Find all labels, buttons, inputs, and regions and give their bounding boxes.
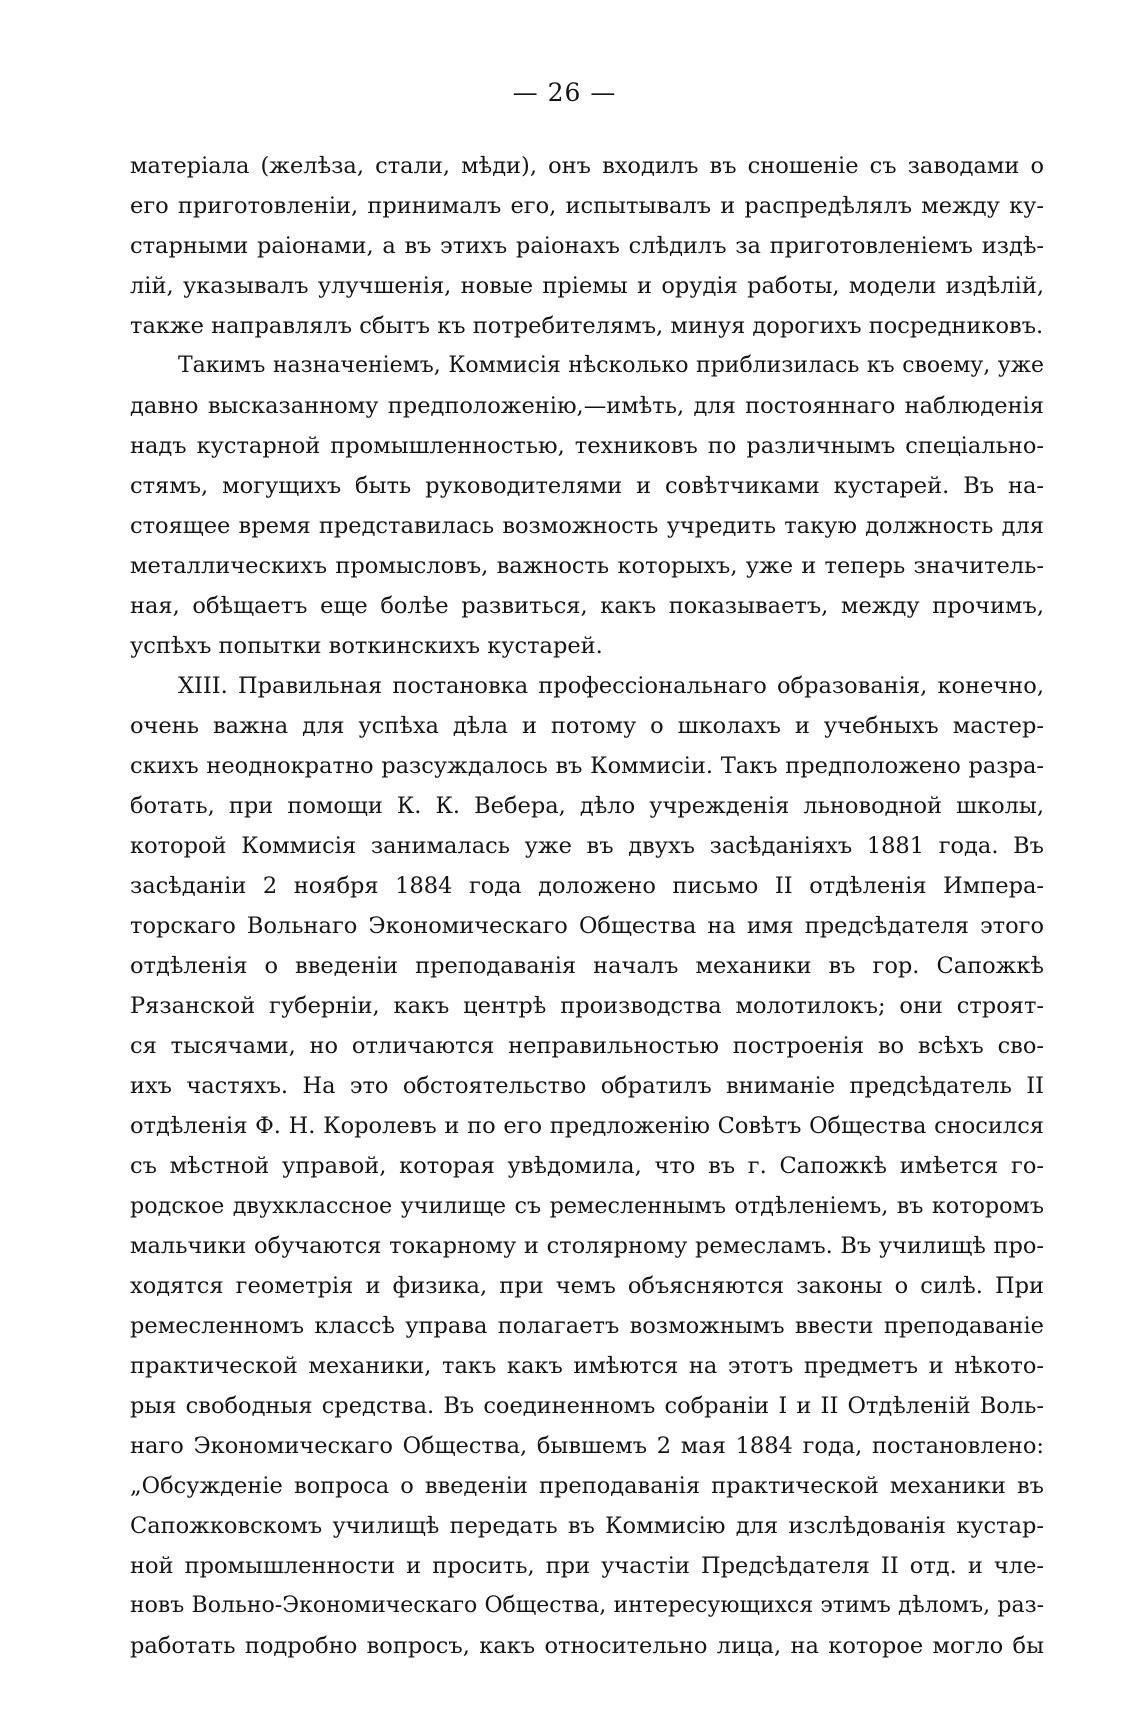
text-line: ходятся геометрія и физика, при чемъ объясняются законы о силѣ. При [130, 1273, 1044, 1299]
text-line: которой Коммисія занималась уже въ двухъ засѣданіяхъ 1881 года. Въ [130, 833, 1044, 859]
text-line: мальчики обучаются токарному и столярному ремесламъ. Въ училищѣ про- [130, 1233, 1044, 1259]
text-line: съ мѣстной управой, которая увѣдомила, что въ г. Сапожкѣ имѣется го- [130, 1153, 1044, 1179]
text-line: „Обсужденіе вопроса о введеніи преподаванія практической механики въ [130, 1473, 1044, 1499]
text-line: ремесленномъ классѣ управа полагаетъ возможнымъ ввести преподаваніе [130, 1313, 1044, 1339]
text-line: Рязанской губерніи, какъ центрѣ производства молотилокъ; они строят- [130, 993, 1044, 1019]
text-line: работать подробно вопросъ, какъ относительно лица, на которое могло бы [130, 1633, 1044, 1659]
text-line: наго Экономическаго Общества, бывшемъ 2 мая 1884 года, постановлено: [130, 1433, 1044, 1459]
text-line: металлическихъ промысловъ, важность которыхъ, уже и теперь значитель- [130, 553, 1044, 579]
text-line: засѣданіи 2 ноября 1884 года доложено письмо II отдѣленія Импера- [130, 873, 1044, 899]
text-line: давно высказанному предположенію,—имѣть, для постояннаго наблюденія [130, 393, 1044, 419]
text-line: скихъ неоднократно разсуждалось въ Коммисіи. Такъ предположено разра- [130, 753, 1044, 779]
text-line: рыя свободныя средства. Въ соединенномъ собраніи I и II Отдѣленій Воль- [130, 1393, 1044, 1419]
text-line: успѣхъ попытки воткинскихъ кустарей. [130, 633, 603, 659]
text-line: практической механики, такъ какъ имѣются на этотъ предметъ и нѣкото- [130, 1353, 1044, 1379]
text-line: ботать, при помощи К. К. Вебера, дѣло учрежденія льноводной школы, [130, 793, 1044, 819]
text-line: ной промышленности и просить, при участіи Предсѣдателя II отд. и чле- [130, 1553, 1044, 1579]
text-line: лій, указывалъ улучшенія, новые пріемы и орудія работы, модели издѣлій, [130, 273, 1044, 299]
text-line: его приготовленіи, принималъ его, испытывалъ и распредѣлялъ между ку- [130, 193, 1044, 219]
body-text [130, 146, 1044, 1666]
text-line: очень важна для успѣха дѣла и потому о школахъ и учебныхъ мастер- [130, 713, 1044, 739]
text-line: ся тысячами, но отличаются неправильностью построенія во всѣхъ сво- [130, 1033, 1044, 1059]
text-line: стоящее время представилась возможность учредить такую должность для [130, 513, 1044, 539]
text-line: XIII. Правильная постановка профессіональнаго образованія, конечно, [178, 673, 1044, 699]
text-line: ихъ частяхъ. На это обстоятельство обратилъ вниманіе предсѣдатель II [130, 1073, 1044, 1099]
text-line: ная, обѣщаетъ еще болѣе развиться, какъ показываетъ, между прочимъ, [130, 593, 1044, 619]
text-line: отдѣленія Ф. Н. Королевъ и по его предложенію Совѣтъ Общества сносился [130, 1113, 1044, 1139]
text-line: матеріала (желѣза, стали, мѣди), онъ входилъ въ сношеніе съ заводами о [130, 153, 1044, 179]
text-line: стямъ, могущихъ быть руководителями и совѣтчиками кустарей. Въ на- [130, 473, 1044, 499]
text-line: надъ кустарной промышленностью, техниковъ по различнымъ спеціально- [130, 433, 1044, 459]
text-line: старными раіонами, а въ этихъ раіонахъ слѣдилъ за приготовленіемъ издѣ- [130, 233, 1044, 259]
text-line: также направлялъ сбытъ къ потребителямъ, минуя дорогихъ посредниковъ. [130, 313, 1044, 339]
text-line: Такимъ назначеніемъ, Коммисія нѣсколько приблизилась къ своему, уже [178, 353, 1044, 378]
text-line: Сапожковскомъ училищѣ передать въ Коммисію для изслѣдованія кустар- [130, 1513, 1044, 1539]
page-number: — 26 — [512, 78, 617, 107]
text-line: родское двухклассное училище съ ремесленнымъ отдѣленіемъ, въ которомъ [130, 1193, 1044, 1219]
text-line: новъ Вольно-Экономическаго Общества, интересующихся этимъ дѣломъ, раз- [130, 1593, 1044, 1618]
text-line: отдѣленія о введеніи преподаванія началъ механики въ гор. Сапожкѣ [130, 953, 1044, 979]
text-line: торскаго Вольнаго Экономическаго Общества на имя предсѣдателя этого [130, 913, 1044, 939]
